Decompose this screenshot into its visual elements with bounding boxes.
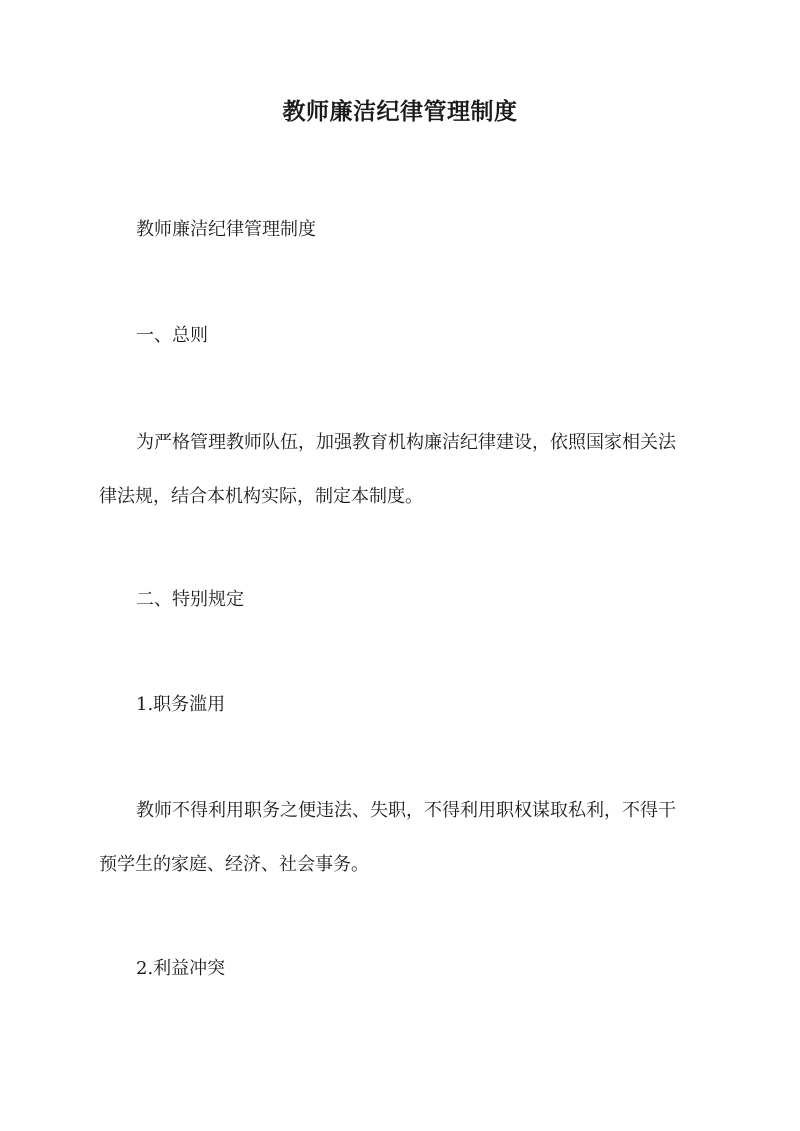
item-1-paragraph xyxy=(99,796,699,880)
section-1-paragraph-line-1: 为严格管理教师队伍，加强教育机构廉洁纪律建设，依照国家相关法 xyxy=(136,432,676,453)
item-1-paragraph-line-1: 教师不得利用职务之便违法、失职，不得利用职权谋取私利，不得干 xyxy=(136,800,676,821)
item-2-heading: 2.利益冲突 xyxy=(136,958,226,979)
section-1-paragraph-line-2: 律法规，结合本机构实际，制定本制度。 xyxy=(99,486,423,507)
item-1-paragraph-line-2: 预学生的家庭、经济、社会事务。 xyxy=(99,854,369,875)
section-1-heading: 一、总则 xyxy=(136,325,208,346)
section-1-paragraph xyxy=(99,428,699,512)
document-subtitle: 教师廉洁纪律管理制度 xyxy=(136,219,316,240)
item-1-heading: 1.职务滥用 xyxy=(136,694,226,715)
document-title: 教师廉洁纪律管理制度 xyxy=(282,98,518,125)
section-2-heading: 二、特别规定 xyxy=(136,589,244,610)
